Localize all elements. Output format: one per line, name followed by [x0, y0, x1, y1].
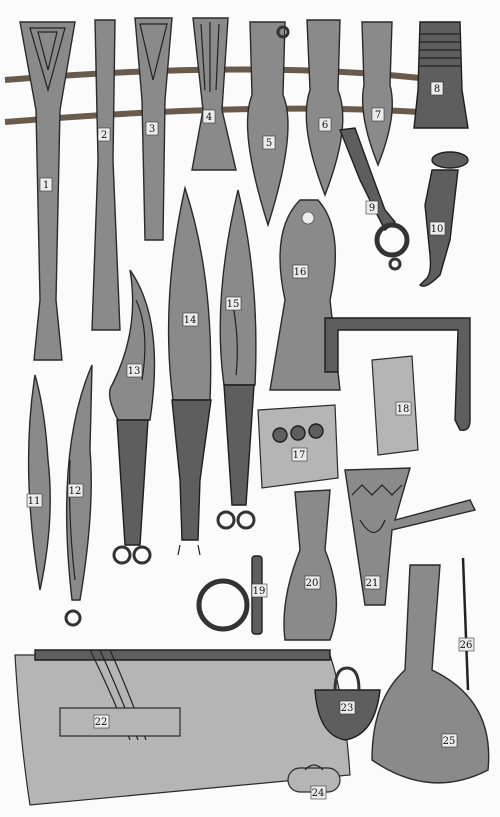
artifact-20-flat-axe [284, 490, 336, 640]
label-4: 4 [205, 112, 213, 123]
label-22: 22 [94, 717, 108, 728]
label-7: 7 [374, 110, 382, 121]
label-17: 17 [292, 450, 306, 461]
label-20: 20 [305, 578, 319, 589]
label-19: 19 [252, 586, 266, 597]
artifact-26-pin [463, 558, 468, 690]
label-15: 15 [226, 299, 240, 310]
artifact-14-long-knife [169, 188, 211, 555]
artifact-4-socketed-axe [192, 18, 236, 170]
artifact-10-hook-handle [420, 152, 468, 286]
label-10: 10 [430, 224, 444, 235]
label-12: 12 [68, 486, 82, 497]
artifact-6-spearhead [306, 20, 342, 195]
label-26: 26 [459, 640, 473, 651]
label-21: 21 [365, 578, 379, 589]
label-11: 11 [27, 496, 41, 507]
label-25: 25 [442, 736, 456, 747]
label-2: 2 [100, 130, 108, 141]
label-18: 18 [396, 404, 410, 415]
artifact-11-curved-blade [29, 375, 51, 590]
label-23: 23 [340, 703, 354, 714]
label-5: 5 [265, 138, 273, 149]
artifact-5-spearhead [248, 22, 288, 225]
artifact-7-spearhead [362, 22, 392, 165]
artifact-2-chisel [92, 20, 120, 330]
label-16: 16 [293, 267, 307, 278]
artifact-25-large-axe [372, 565, 489, 783]
label-24: 24 [311, 788, 325, 799]
artifact-8-ribbed-socket [414, 22, 468, 128]
artifact-15-loop-knife [218, 190, 256, 528]
label-8: 8 [433, 84, 441, 95]
artifact-17-plaque [258, 405, 338, 488]
label-13: 13 [127, 366, 141, 377]
label-6: 6 [321, 120, 329, 131]
label-9: 9 [368, 203, 376, 214]
label-1: 1 [42, 180, 50, 191]
label-14: 14 [183, 315, 197, 326]
label-3: 3 [148, 124, 156, 135]
